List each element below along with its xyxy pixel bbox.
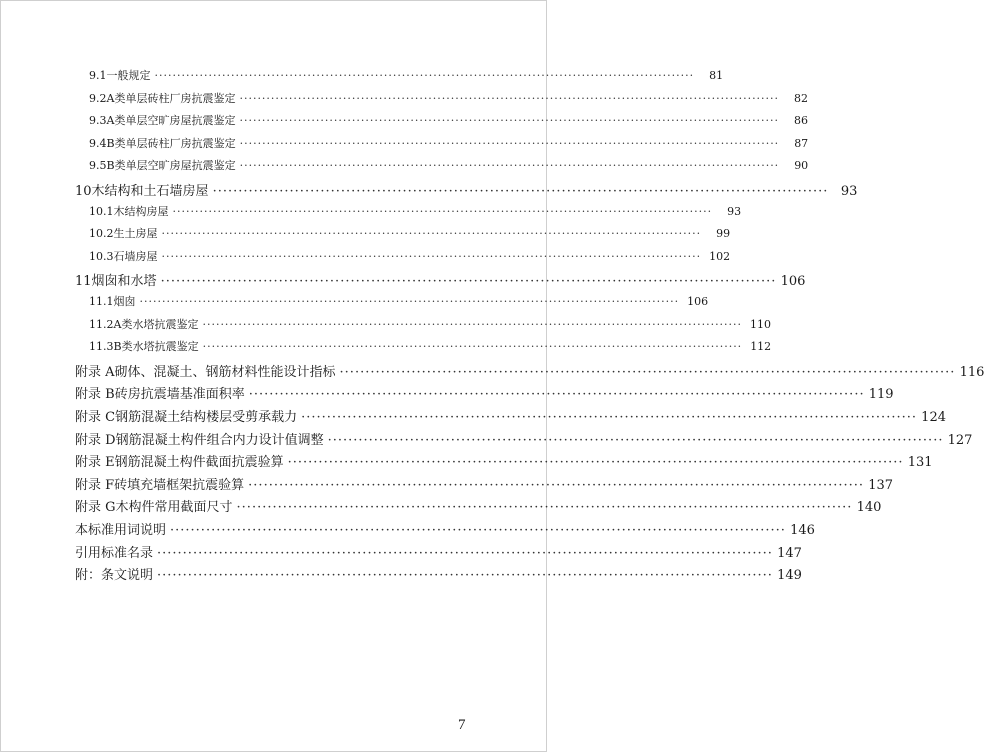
toc-entry	[89, 135, 809, 151]
toc-entry-title: 附：条文说明	[75, 568, 154, 584]
dot-leader: ························································································································	[172, 204, 713, 218]
toc-entry-title: 钢筋混凝土结构楼层受剪承载力	[115, 410, 298, 425]
toc-entry	[75, 564, 802, 584]
toc-entry-page: 99	[716, 227, 731, 241]
toc-entry-page: 106	[780, 274, 806, 290]
toc-entry-number: 9.2	[89, 91, 107, 105]
toc-entry-page: 149	[777, 568, 802, 584]
dot-leader: ························································································································	[157, 545, 773, 561]
toc-entry-page: 93	[840, 184, 858, 199]
toc-entry-title: B类单层砖柱厂房抗震鉴定	[106, 136, 236, 150]
toc-entry	[75, 474, 894, 493]
toc-entry-number: 附录 G	[75, 500, 116, 516]
dot-leader: ························································································································	[339, 364, 956, 380]
dot-leader: ························································································································	[202, 317, 743, 331]
page-number: 7	[458, 717, 466, 733]
toc-entry-number: 10	[75, 184, 92, 199]
toc-entry	[75, 519, 815, 538]
toc-entry-page: 86	[794, 114, 809, 128]
toc-entry-number: 附录 A	[75, 364, 115, 380]
dot-leader: ························································································································	[212, 184, 829, 199]
toc-entry-number: 11.1	[89, 295, 114, 308]
dot-leader: ························································································································	[287, 455, 904, 471]
toc-entry-title: B类单层空旷房屋抗震鉴定	[106, 159, 236, 173]
toc-entry	[75, 383, 894, 403]
dot-leader: ························································································································	[139, 295, 680, 308]
toc-entry-page: 131	[907, 455, 933, 471]
toc-entry-page: 119	[868, 387, 894, 403]
toc-entry	[75, 361, 984, 380]
toc-entry-title: 生土房屋	[113, 227, 158, 241]
dot-leader: ························································································································	[239, 159, 780, 173]
toc-entry-page: 124	[921, 410, 946, 425]
toc-entry-number: 附录 D	[75, 432, 116, 448]
toc-entry	[75, 451, 933, 471]
toc-entry	[89, 338, 772, 354]
toc-entry	[89, 157, 809, 173]
toc-entry-title: 石墙房屋	[113, 249, 158, 263]
dot-leader: ························································································································	[154, 69, 695, 82]
toc-entry	[75, 406, 946, 425]
toc-entry-number: 11.2	[89, 317, 114, 331]
toc-entry-title: B类水塔抗震鉴定	[113, 340, 199, 354]
toc-entry-title: 引用标准名录	[75, 545, 154, 561]
toc-entry	[89, 248, 731, 264]
toc-entry-number: 10.1	[89, 204, 114, 218]
dot-leader: ························································································································	[161, 227, 702, 241]
toc-entry	[75, 180, 858, 199]
toc-entry	[89, 203, 742, 219]
toc-entry	[75, 270, 806, 290]
toc-entry-number: 9.4	[89, 136, 107, 150]
toc-entry-number: 9.5	[89, 159, 107, 173]
dot-leader: ························································································································	[248, 477, 865, 493]
dot-leader: ························································································································	[202, 340, 743, 354]
toc-entry-title: 本标准用词说明	[75, 523, 167, 538]
toc-entry-title: A类单层空旷房屋抗震鉴定	[106, 114, 236, 128]
toc-entry-page: 110	[750, 317, 772, 331]
toc-entry-number: 附录 E	[75, 455, 115, 471]
dot-leader: ························································································································	[301, 410, 917, 425]
toc-entry-page: 147	[777, 545, 802, 561]
toc-entry-number: 附录 F	[75, 477, 115, 493]
toc-entry-page: 137	[868, 477, 894, 493]
toc-entry-number: 9.3	[89, 114, 107, 128]
toc-entry-page: 146	[790, 523, 815, 538]
toc-entry-title: 木结构和土石墙房屋	[91, 184, 209, 199]
toc-entry-title: 木结构房屋	[113, 204, 169, 218]
toc-entry-number: 11	[75, 274, 92, 290]
dot-leader: ························································································································	[160, 274, 777, 290]
dot-leader: ························································································································	[239, 91, 780, 105]
toc-entry-title: 砖房抗震墙基准面积率	[114, 387, 245, 403]
toc-entry	[89, 225, 731, 241]
dot-leader: ························································································································	[239, 114, 780, 128]
toc-entry-page: 106	[687, 295, 709, 308]
toc-entry-title: A类水塔抗震鉴定	[113, 317, 199, 331]
toc-entry-page: 82	[794, 91, 809, 105]
dot-leader: ························································································································	[239, 136, 780, 150]
toc-entry-title: 烟囱和水塔	[91, 274, 157, 290]
toc-entry	[89, 90, 809, 106]
toc-entry-page: 140	[856, 500, 882, 516]
dot-leader: ························································································································	[236, 500, 853, 516]
toc-entry-number: 附录 B	[75, 387, 115, 403]
toc-entry-number: 10.2	[89, 227, 114, 241]
toc-entry-page: 102	[709, 249, 731, 263]
dot-leader: ························································································································	[170, 523, 786, 538]
toc-entry-title: 砌体、混凝土、钢筋材料性能设计指标	[114, 364, 336, 380]
toc-entry	[89, 67, 724, 83]
toc-entry-title: 钢筋混凝土构件截面抗震验算	[114, 455, 284, 471]
toc-entry	[89, 316, 772, 332]
toc-entry-title: A类单层砖柱厂房抗震鉴定	[106, 91, 236, 105]
toc-entry-title: 烟囱	[113, 295, 136, 308]
toc-entry-page: 81	[709, 69, 724, 82]
toc-entry-page: 87	[794, 136, 809, 150]
toc-entry-number: 11.3	[89, 340, 114, 354]
toc-entry-title: 木构件常用截面尺寸	[115, 500, 233, 516]
toc-entry-title: 钢筋混凝土构件组合内力设计值调整	[115, 432, 324, 448]
dot-leader: ························································································································	[157, 568, 773, 584]
toc-entry	[75, 542, 802, 561]
toc-entry-page: 127	[947, 432, 973, 448]
dot-leader: ························································································································	[327, 432, 944, 448]
toc-entry-number: 10.3	[89, 249, 114, 263]
toc-entry	[75, 496, 882, 516]
toc-entry	[89, 293, 709, 309]
toc-entry-title: 砖填充墙框架抗震验算	[114, 477, 245, 493]
toc-entry-page: 90	[794, 159, 809, 173]
toc-entry	[75, 429, 973, 448]
toc-entry-page: 93	[727, 204, 742, 218]
toc-entry-title: 一般规定	[106, 69, 151, 82]
dot-leader: ························································································································	[161, 249, 702, 263]
toc-entry-page: 116	[959, 364, 984, 380]
dot-leader: ························································································································	[248, 387, 865, 403]
toc-entry-number: 9.1	[89, 69, 107, 82]
toc-entry-page: 112	[750, 340, 772, 354]
toc-entry-number: 附录 C	[75, 410, 116, 425]
toc-entry	[89, 112, 809, 128]
